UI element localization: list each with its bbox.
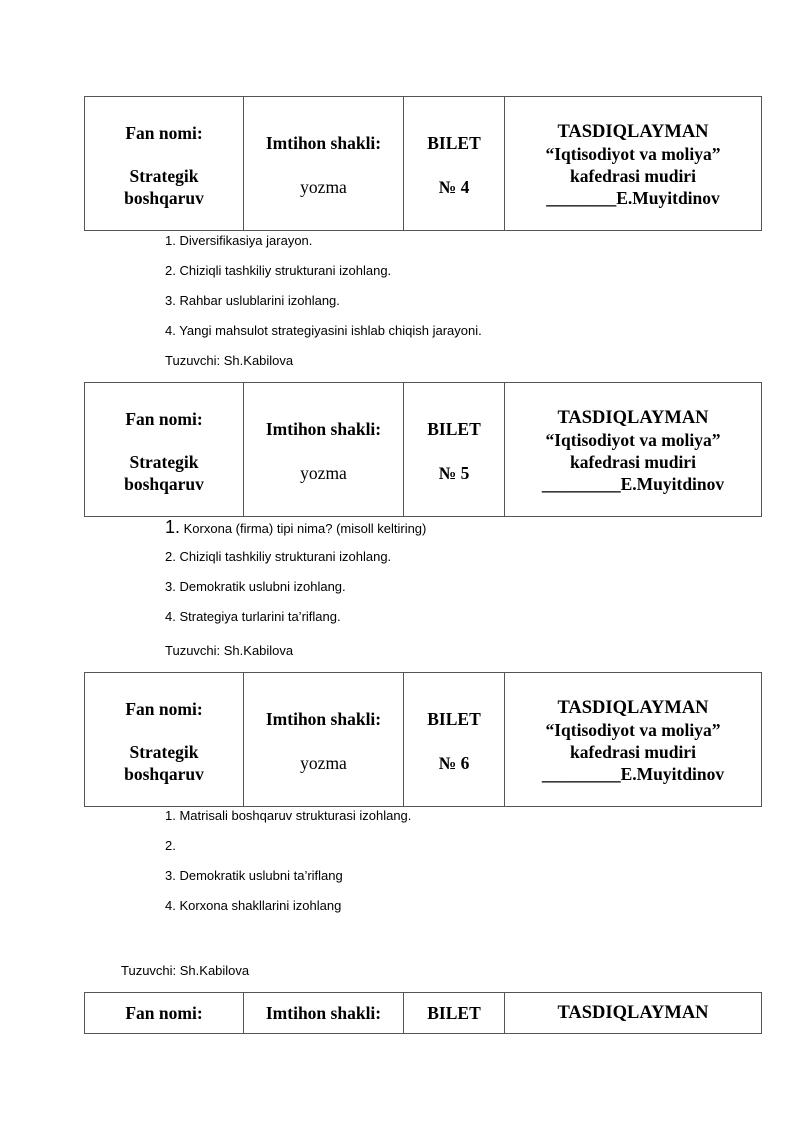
question-number: 1.: [165, 517, 181, 537]
question-item: 1. Matrisali boshqaruv strukturasi izohlang.: [165, 808, 412, 823]
exam-form-cell: [244, 993, 404, 1034]
subject-cell: [85, 383, 244, 517]
question-item: 2. Chiziqli tashkiliy strukturani izohlang.: [165, 549, 392, 564]
ticket-header-table: [84, 382, 762, 517]
approval-department: “Iqtisodiyot va moliya”: [545, 720, 721, 740]
subject-cell: [85, 993, 244, 1034]
exam-form-value: yozma: [300, 177, 347, 197]
approval-cell: [505, 383, 762, 517]
author-line: Tuzuvchi: Sh.Kabilova: [165, 353, 294, 368]
approval-cell: [505, 993, 762, 1034]
ticket-label: BILET: [427, 419, 481, 439]
question-list: [165, 808, 411, 928]
ticket-cell: [404, 383, 505, 517]
approval-signature: ________E.Muyitdinov: [546, 188, 720, 208]
question-item: 1. Diversifikasiya jarayon.: [165, 233, 313, 248]
ticket-label: BILET: [427, 133, 481, 153]
approval-title: TASDIQLAYMAN: [557, 698, 709, 718]
approval-department: “Iqtisodiyot va moliya”: [545, 430, 721, 450]
question-item: 4. Yangi mahsulot strategiyasini ishlab chiqish jarayoni.: [165, 323, 482, 338]
author-line: Tuzuvchi: Sh.Kabilova: [121, 963, 250, 978]
ticket-cell: [404, 673, 505, 807]
approval-title: TASDIQLAYMAN: [557, 408, 709, 428]
ticket-cell: [404, 97, 505, 231]
ticket-label: BILET: [427, 709, 481, 729]
exam-form-label: Imtihon shakli:: [265, 419, 382, 439]
question-list: [165, 233, 482, 353]
approval-signature: _________E.Muyitdinov: [541, 474, 725, 494]
ticket-cell: [404, 993, 505, 1034]
author-line: Tuzuvchi: Sh.Kabilova: [165, 643, 294, 658]
approval-role: kafedrasi mudiri: [570, 452, 696, 472]
approval-title: TASDIQLAYMAN: [557, 1003, 709, 1023]
exam-form-value: yozma: [300, 753, 347, 773]
question-item: 2. Chiziqli tashkiliy strukturani izohlang.: [165, 263, 392, 278]
subject-label: Fan nomi:: [125, 1003, 203, 1023]
ticket-number: № 6: [438, 753, 470, 773]
ticket-header-table: [84, 96, 762, 231]
subject-value-line2: boshqaruv: [124, 764, 204, 784]
approval-signature: _________E.Muyitdinov: [541, 764, 725, 784]
ticket-label: BILET: [427, 1003, 481, 1023]
ticket-header-table: [84, 672, 762, 807]
ticket-number: № 5: [438, 463, 470, 483]
subject-value-line1: Strategik: [129, 166, 199, 186]
approval-title: TASDIQLAYMAN: [557, 122, 709, 142]
question-item: 3. Rahbar uslublarini izohlang.: [165, 293, 340, 308]
subject-cell: [85, 673, 244, 807]
question-item: 2.: [165, 838, 176, 853]
question-item: 3. Demokratik uslubni izohlang.: [165, 579, 346, 594]
approval-role: kafedrasi mudiri: [570, 742, 696, 762]
question-item: 4. Korxona shakllarini izohlang: [165, 898, 342, 913]
subject-value-line2: boshqaruv: [124, 474, 204, 494]
exam-form-cell: [244, 673, 404, 807]
exam-form-cell: [244, 383, 404, 517]
question-item: [165, 519, 426, 549]
approval-cell: [505, 673, 762, 807]
subject-value-line2: boshqaruv: [124, 188, 204, 208]
exam-form-label: Imtihon shakli:: [265, 133, 382, 153]
ticket-number: № 4: [438, 177, 470, 197]
question-text: Korxona (firma) tipi nima? (misoll keltiring): [183, 521, 427, 536]
subject-label: Fan nomi:: [125, 409, 203, 429]
subject-label: Fan nomi:: [125, 699, 203, 719]
question-item: 3. Demokratik uslubni ta’riflang: [165, 868, 343, 883]
approval-cell: [505, 97, 762, 231]
approval-department: “Iqtisodiyot va moliya”: [545, 144, 721, 164]
exam-form-cell: [244, 97, 404, 231]
exam-form-value: yozma: [300, 463, 347, 483]
subject-value-line1: Strategik: [129, 742, 199, 762]
question-list: [165, 519, 426, 639]
subject-cell: [85, 97, 244, 231]
question-item: 4. Strategiya turlarini ta’riflang.: [165, 609, 341, 624]
exam-form-label: Imtihon shakli:: [265, 709, 382, 729]
subject-value-line1: Strategik: [129, 452, 199, 472]
ticket-header-table: [84, 992, 762, 1034]
subject-label: Fan nomi:: [125, 123, 203, 143]
approval-role: kafedrasi mudiri: [570, 166, 696, 186]
exam-form-label: Imtihon shakli:: [265, 1003, 382, 1023]
